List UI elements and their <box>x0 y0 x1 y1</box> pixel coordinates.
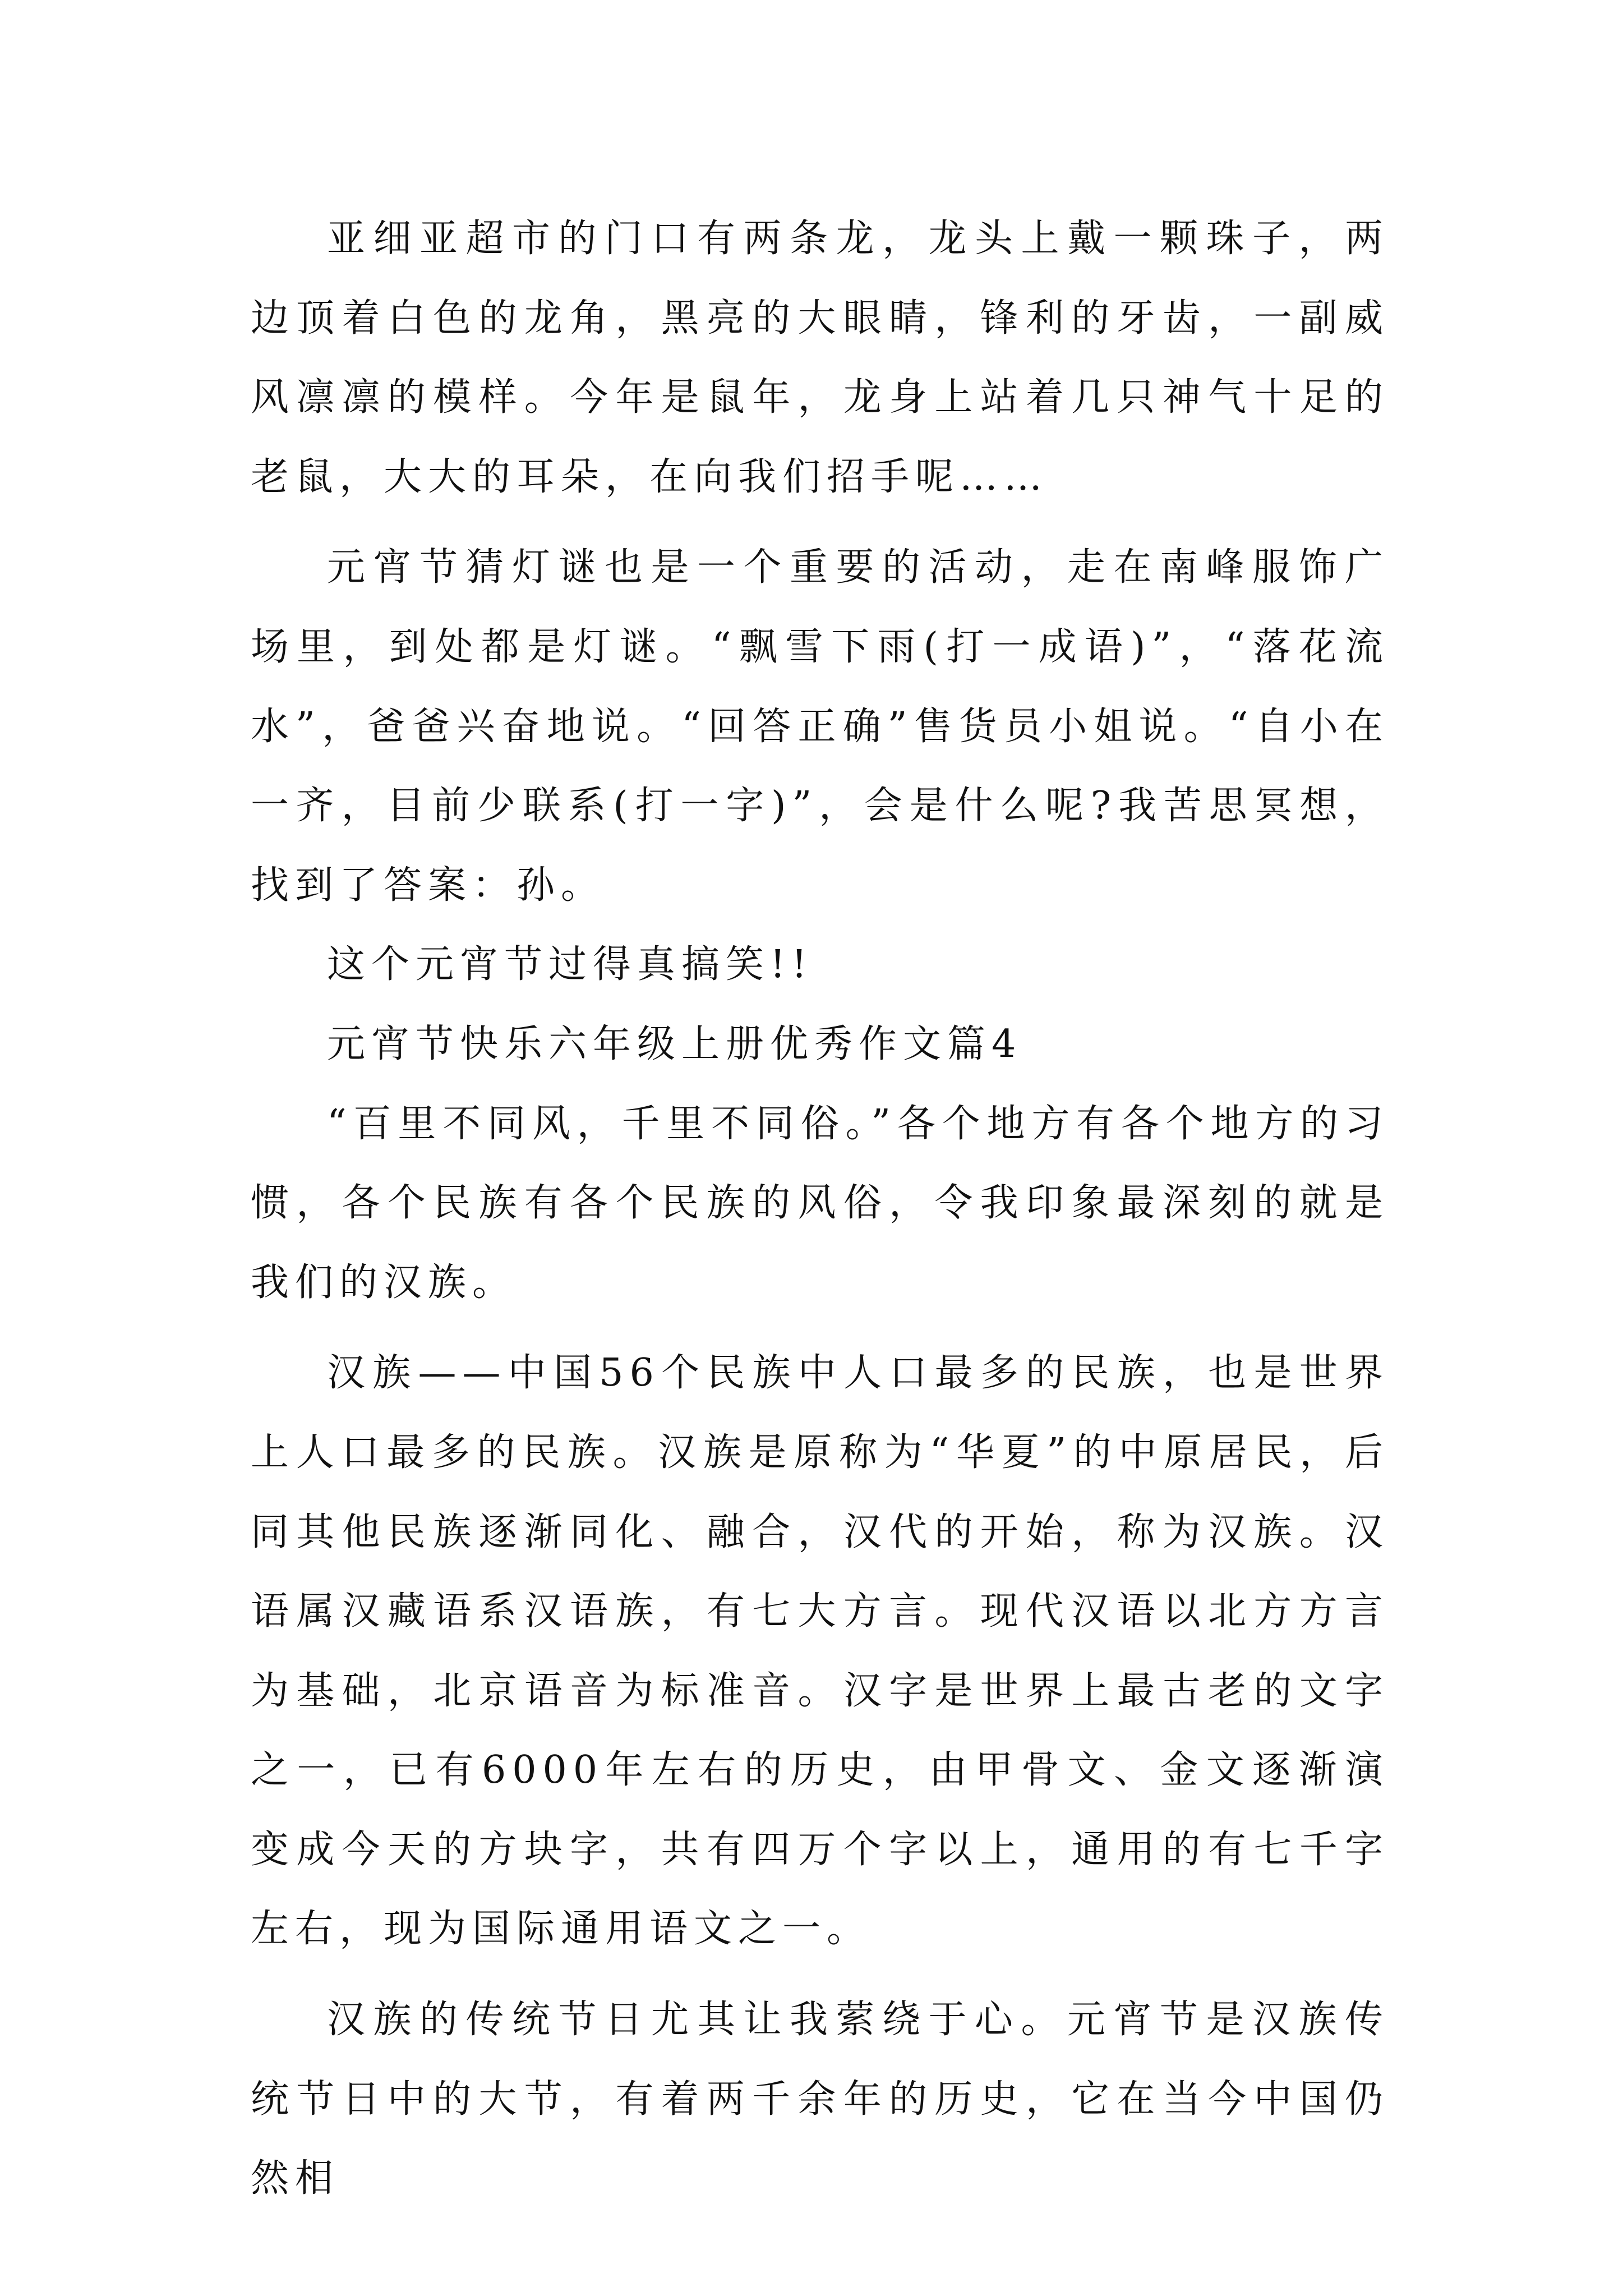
paragraph-closing-line: 这个元宵节过得真搞笑!! <box>327 942 813 987</box>
paragraph-customs-quote: “百里不同风，千里不同俗。”各个地方有各个地方的习惯，各个民族有各个民族的风俗，令我印象最深刻的就是我们的汉族。 <box>251 1101 1389 1305</box>
paragraph-lantern-riddles: 元宵节猜灯谜也是一个重要的活动，走在南峰服饰广场里，到处都是灯谜。“飘雪下雨(打一成语)”，“落花流水”，爸爸兴奋地说。“回答正确”售货员小姐说。“自小在一齐，目前少联系(打一字)”，会是什么呢?我苦思冥想，找到了答案：孙。 <box>251 545 1389 908</box>
essay-heading: 元宵节快乐六年级上册优秀作文篇4 <box>327 1022 1022 1066</box>
paragraph-han-ethnicity: 汉族——中国56个民族中人口最多的民族，也是世界上人口最多的民族。汉族是原称为“华夏”的中原居民，后同其他民族逐渐同化、融合，汉代的开始，称为汉族。汉语属汉藏语系汉语族，有七大方言。现代汉语以北方方言为基础，北京语音为标准音。汉字是世界上最古老的文字之一，已有6000年左右的历史，由甲骨文、金文逐渐演变成今天的方块字，共有四万个字以上，通用的有七千字左右，现为国际通用语文之一。 <box>251 1351 1389 1952</box>
paragraph-traditional-festivals: 汉族的传统节日尤其让我萦绕于心。元宵节是汉族传统节日中的大节，有着两千余年的历史，它在当今中国仍然相 <box>251 1998 1389 2201</box>
paragraph-dragon-decoration: 亚细亚超市的门口有两条龙，龙头上戴一颗珠子，两边顶着白色的龙角，黑亮的大眼睛，锋利的牙齿，一副威风凛凛的模样。今年是鼠年，龙身上站着几只神气十足的老鼠，大大的耳朵，在向我们招手呢…… <box>251 217 1389 499</box>
document-body <box>251 199 1389 2219</box>
